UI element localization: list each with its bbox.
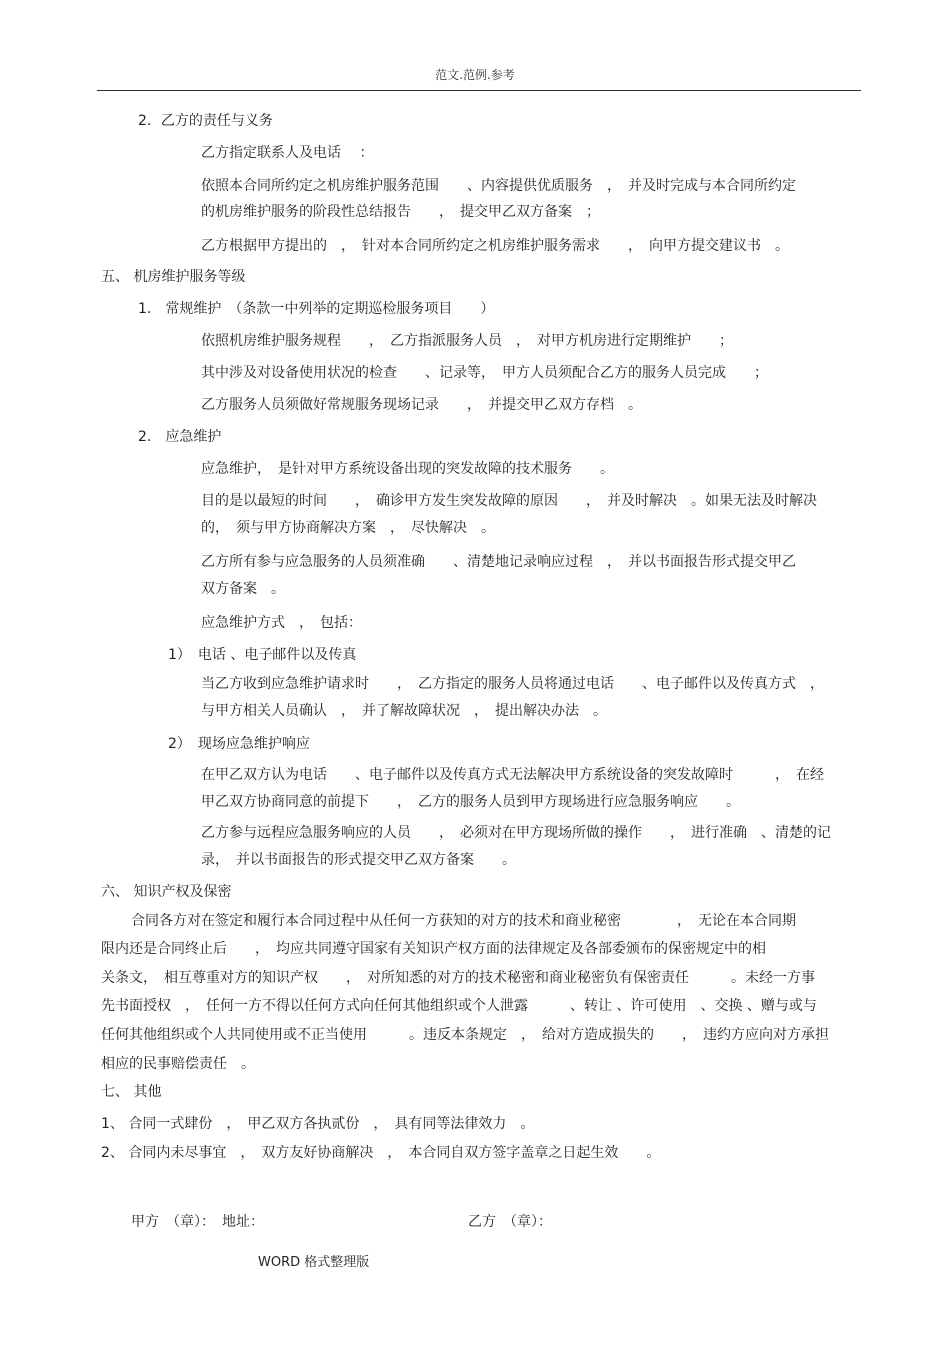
paragraph: 乙方参与远程应急服务响应的人员 ， 必须对在甲方现场所做的操作 ， 进行准确 、清楚的记 [201, 825, 831, 841]
header-rule [97, 90, 861, 91]
paragraph: 其中涉及对设备使用状况的检查 、记录等， 甲方人员须配合乙方的服务人员完成 ； [201, 365, 768, 381]
paragraph: 关条文， 相互尊重对方的知识产权 ， 对所知悉的对方的技术秘密和商业秘密负有保密责任 。未经一方事 [101, 970, 815, 986]
section-2-title: 2．乙方的责任与义务 [138, 113, 273, 129]
paragraph: 任何其他组织或个人共同使用或不正当使用 。违反本条规定 ， 给对方造成损失的 ， 违约方应向对方承担 [101, 1027, 829, 1043]
list-item-title: 1） 电话 、电子邮件以及传真 [168, 647, 357, 663]
signature-party-b: 乙方 （章）： [468, 1214, 552, 1230]
paragraph: 乙方服务人员须做好常规服务现场记录 ， 并提交甲乙双方存档 。 [201, 397, 642, 413]
signature-party-a: 甲方 （章）： 地址： [131, 1214, 264, 1230]
paragraph: 应急维护方式 ， 包括： [201, 615, 362, 631]
page-footer: WORD 格式整理版 [258, 1255, 370, 1270]
paragraph: 录， 并以书面报告的形式提交甲乙双方备案 。 [201, 852, 516, 868]
list-item-title: 2） 现场应急维护响应 [168, 736, 310, 752]
paragraph: 的， 须与甲方协商解决方案 ， 尽快解决 。 [201, 520, 495, 536]
paragraph: 的机房维护服务的阶段性总结报告 ， 提交甲乙双方备案 ； [201, 204, 600, 220]
page-header: 范文.范例.参考 [435, 68, 515, 82]
paragraph: 限内还是合同终止后 ， 均应共同遵守国家有关知识产权方面的法律规定及各部委颁布的保密规定中的相 [101, 941, 766, 957]
paragraph: 与甲方相关人员确认 ， 并了解故障状况 ， 提出解决办法 。 [201, 703, 607, 719]
paragraph: 当乙方收到应急维护请求时 ， 乙方指定的服务人员将通过电话 、电子邮件以及传真方式 ， [201, 676, 824, 692]
paragraph: 应急维护， 是针对甲方系统设备出现的突发故障的技术服务 。 [201, 461, 614, 477]
subsection-title: 2. 应急维护 [138, 429, 222, 445]
paragraph: 在甲乙双方认为电话 、电子邮件以及传真方式无法解决甲方系统设备的突发故障时 ， 在经 [201, 767, 824, 783]
paragraph: 相应的民事赔偿责任 。 [101, 1056, 255, 1072]
paragraph: 乙方指定联系人及电话 ： [201, 145, 374, 161]
section-7-heading: 七、 其他 [101, 1084, 162, 1100]
paragraph: 2、 合同内未尽事宜 ， 双方友好协商解决 ， 本合同自双方签字盖章之日起生效 。 [101, 1145, 661, 1161]
paragraph: 依照本合同所约定之机房维护服务范围 、内容提供优质服务 ， 并及时完成与本合同所约定 [201, 178, 796, 194]
paragraph: 乙方根据甲方提出的 ， 针对本合同所约定之机房维护服务需求 ， 向甲方提交建议书 。 [201, 238, 789, 254]
subsection-title: 1. 常规维护 （条款一中列举的定期巡检服务项目 ） [138, 301, 495, 317]
paragraph: 乙方所有参与应急服务的人员须准确 、清楚地记录响应过程 ， 并以书面报告形式提交甲乙 [201, 554, 796, 570]
paragraph: 合同各方对在签定和履行本合同过程中从任何一方获知的对方的技术和商业秘密 ， 无论在本合同期 [131, 913, 796, 929]
paragraph: 先书面授权 ， 任何一方不得以任何方式向任何其他组织或个人泄露 、转让 、许可使用 、交换 、赠与或与 [101, 998, 817, 1014]
paragraph: 目的是以最短的时间 ， 确诊甲方发生突发故障的原因 ， 并及时解决 。如果无法及时解决 [201, 493, 817, 509]
section-5-heading: 五、 机房维护服务等级 [101, 269, 246, 285]
paragraph: 双方备案 。 [201, 581, 285, 597]
paragraph: 1、 合同一式肆份 ， 甲乙双方各执贰份 ， 具有同等法律效力 。 [101, 1116, 535, 1132]
paragraph: 依照机房维护服务规程 ， 乙方指派服务人员 ， 对甲方机房进行定期维护 ； [201, 333, 733, 349]
paragraph: 甲乙双方协商同意的前提下 ， 乙方的服务人员到甲方现场进行应急服务响应 。 [201, 794, 740, 810]
section-6-heading: 六、 知识产权及保密 [101, 884, 232, 900]
